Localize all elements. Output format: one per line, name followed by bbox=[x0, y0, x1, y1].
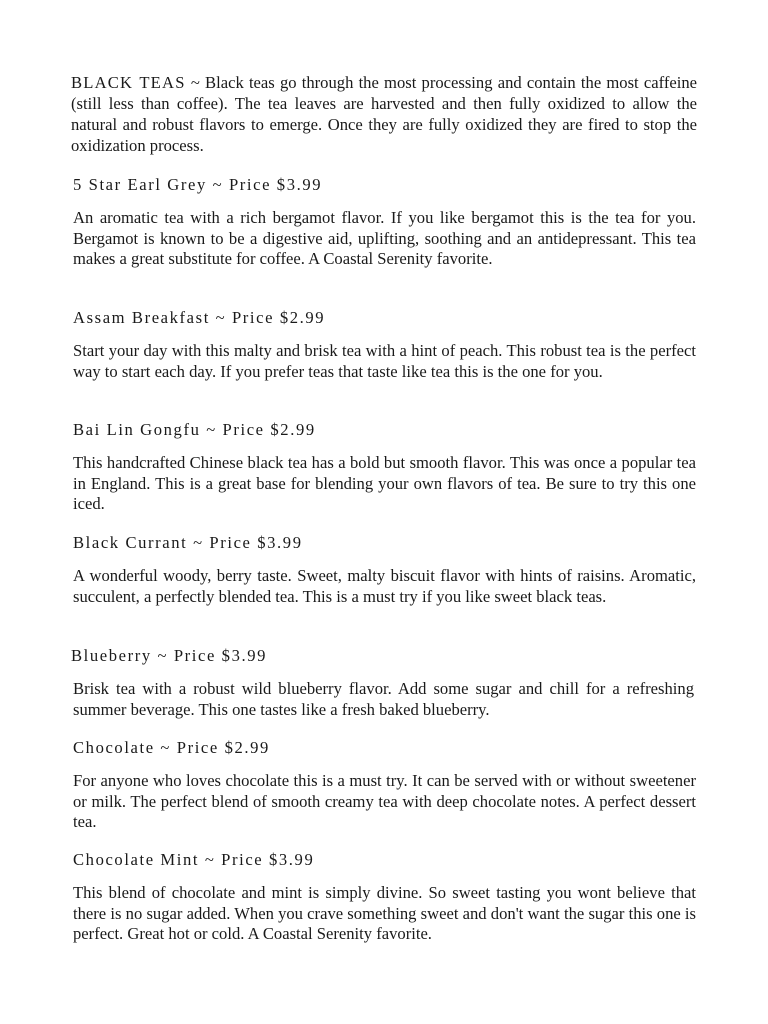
tea-title: Chocolate ~ Price $2.99 bbox=[73, 738, 270, 757]
tea-description: An aromatic tea with a rich bergamot flavor. If you like bergamot this is the tea for you. Bergamot is known to be a digestive aid, uplifting, soothing and an antidepressant. This tea makes a great substitute for coffee. A Coastal Serenity favorite. bbox=[73, 208, 696, 268]
tea-title: Bai Lin Gongfu ~ Price $2.99 bbox=[73, 420, 316, 439]
intro-text: ~ Black teas go through the most processing and contain the most caffeine (still less than coffee). The tea leaves are harvested and then fully oxidized to allow the natural and robust flavors to emerge. Once they are fully oxidized they are fired to stop the oxidization process. bbox=[71, 73, 697, 155]
tea-entry-chocolate bbox=[73, 737, 696, 833]
tea-description: Start your day with this malty and brisk tea with a hint of peach. This robust tea is the perfect way to start each day. If you prefer teas that taste like tea this is the one for you. bbox=[73, 341, 696, 381]
tea-title: Assam Breakfast ~ Price $2.99 bbox=[73, 308, 326, 327]
tea-entry-assam-breakfast bbox=[73, 307, 696, 382]
tea-description: A wonderful woody, berry taste. Sweet, malty biscuit flavor with hints of raisins. Aromatic, succulent, a perfectly blended tea. This is a must try if you like sweet black teas. bbox=[73, 566, 696, 606]
tea-description: This blend of chocolate and mint is simply divine. So sweet tasting you wont believe that there is no sugar added. When you crave something sweet and don't want the sugar this one is perfect. Great hot or cold. A Coastal Serenity favorite. bbox=[73, 883, 696, 943]
tea-description: For anyone who loves chocolate this is a must try. It can be served with or without sweetener or milk. The perfect blend of smooth creamy tea with deep chocolate notes. A perfect dessert tea. bbox=[73, 771, 696, 831]
tea-entry-black-currant bbox=[73, 532, 696, 607]
tea-title: Blueberry ~ Price $3.99 bbox=[71, 646, 268, 665]
tea-entry-chocolate-mint bbox=[73, 849, 696, 945]
tea-description: Brisk tea with a robust wild blueberry flavor. Add some sugar and chill for a refreshing summer beverage. This one tastes like a fresh baked blueberry. bbox=[73, 679, 694, 719]
tea-title: Chocolate Mint ~ Price $3.99 bbox=[73, 850, 315, 869]
tea-description: This handcrafted Chinese black tea has a bold but smooth flavor. This was once a popular tea in England. This is a great base for blending your own flavors of tea. Be sure to try this one iced. bbox=[73, 453, 696, 513]
tea-entry-blueberry bbox=[71, 645, 694, 720]
tea-title: Black Currant ~ Price $3.99 bbox=[73, 533, 303, 552]
section-heading: BLACK TEAS bbox=[71, 73, 186, 92]
intro-paragraph bbox=[71, 72, 697, 156]
tea-entry-bai-lin-gongfu bbox=[73, 419, 696, 515]
tea-entry-earl-grey bbox=[73, 174, 696, 270]
tea-title: 5 Star Earl Grey ~ Price $3.99 bbox=[73, 175, 323, 194]
